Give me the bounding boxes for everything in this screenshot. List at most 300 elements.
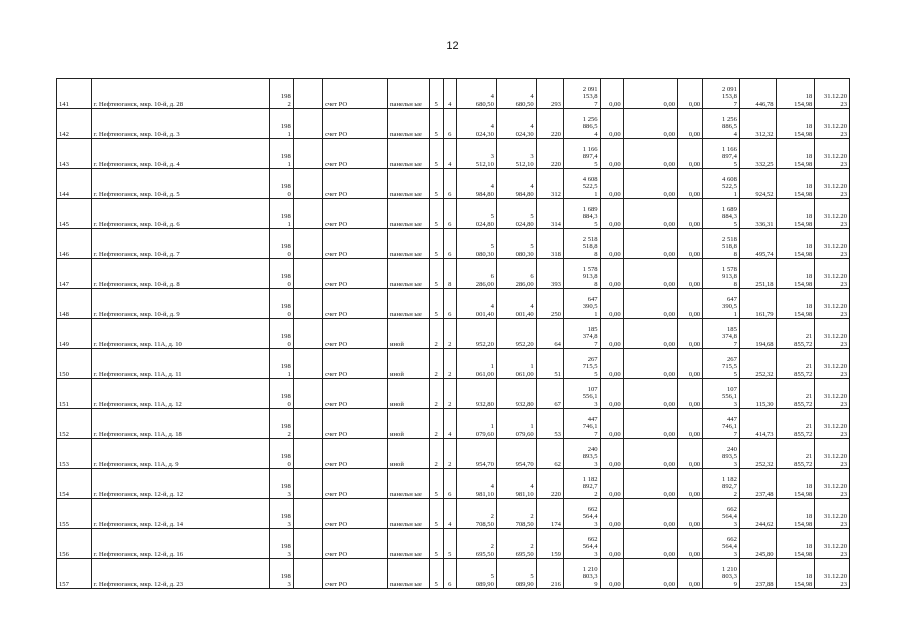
entrances-cell: 6 — [443, 559, 457, 589]
entrances-cell: 6 — [443, 199, 457, 229]
row-number: 142 — [57, 109, 92, 139]
funding-2-cell: 0,00 — [623, 199, 677, 229]
area-living-cell: 4 024,30 — [496, 109, 536, 139]
funding-2-cell: 0,00 — [623, 379, 677, 409]
table-row — [57, 379, 850, 409]
blank-cell — [293, 349, 322, 379]
year-cell: 198 0 — [269, 379, 293, 409]
floors-cell: 2 — [429, 319, 443, 349]
floors-cell: 5 — [429, 499, 443, 529]
funding-4-cell: 2 091 153,8 7 — [703, 79, 740, 109]
material-cell: панельн ые — [388, 559, 430, 589]
area-living-cell: 1 061,00 — [496, 349, 536, 379]
area-total-cell: 4 981,10 — [457, 469, 497, 499]
residents-cell: 393 — [536, 259, 563, 289]
year-cell: 198 2 — [269, 409, 293, 439]
row-number: 152 — [57, 409, 92, 439]
address-cell: г. Нефтеюганск, мкр. 10-й, д. 28 — [91, 79, 269, 109]
unit-cost-cell: 312,32 — [739, 109, 776, 139]
funding-1-cell: 0,00 — [600, 289, 623, 319]
area-living-cell: 954,70 — [496, 439, 536, 469]
address-cell: г. Нефтеюганск, мкр. 12-й, д. 23 — [91, 559, 269, 589]
account-cell: счет РО — [323, 319, 388, 349]
limit-cost-cell: 18 154,98 — [776, 259, 815, 289]
entrances-cell: 2 — [443, 349, 457, 379]
floors-cell: 5 — [429, 289, 443, 319]
deadline-cell: 31.12.20 23 — [815, 169, 850, 199]
table-row — [57, 439, 850, 469]
unit-cost-cell: 252,32 — [739, 349, 776, 379]
residents-cell: 220 — [536, 469, 563, 499]
area-living-cell: 2 708,50 — [496, 499, 536, 529]
floors-cell: 5 — [429, 259, 443, 289]
year-cell: 198 0 — [269, 439, 293, 469]
address-cell: г. Нефтеюганск, мкр. 11А, д. 10 — [91, 319, 269, 349]
table-row — [57, 319, 850, 349]
table-row — [57, 229, 850, 259]
funding-4-cell: 107 556,1 3 — [703, 379, 740, 409]
table-row — [57, 169, 850, 199]
funding-2-cell: 0,00 — [623, 409, 677, 439]
row-number: 147 — [57, 259, 92, 289]
funding-3-cell: 0,00 — [678, 499, 703, 529]
funding-4-cell: 662 564,4 3 — [703, 529, 740, 559]
year-cell: 198 0 — [269, 259, 293, 289]
funding-1-cell: 0,00 — [600, 169, 623, 199]
row-number: 157 — [57, 559, 92, 589]
funding-4-cell: 185 374,8 7 — [703, 319, 740, 349]
row-number: 154 — [57, 469, 92, 499]
blank-cell — [293, 499, 322, 529]
account-cell: счет РО — [323, 469, 388, 499]
unit-cost-cell: 237,48 — [739, 469, 776, 499]
funding-1-cell: 0,00 — [600, 199, 623, 229]
deadline-cell: 31.12.20 23 — [815, 379, 850, 409]
account-cell: счет РО — [323, 529, 388, 559]
address-cell: г. Нефтеюганск, мкр. 11А, д. 12 — [91, 379, 269, 409]
account-cell: счет РО — [323, 289, 388, 319]
cost-total-cell: 107 556,1 3 — [563, 379, 600, 409]
address-cell: г. Нефтеюганск, мкр. 11А, д. 18 — [91, 409, 269, 439]
deadline-cell: 31.12.20 23 — [815, 229, 850, 259]
area-total-cell: 1 061,00 — [457, 349, 497, 379]
account-cell: счет РО — [323, 79, 388, 109]
row-number: 151 — [57, 379, 92, 409]
limit-cost-cell: 18 154,98 — [776, 499, 815, 529]
entrances-cell: 2 — [443, 319, 457, 349]
funding-2-cell: 0,00 — [623, 79, 677, 109]
account-cell: счет РО — [323, 409, 388, 439]
address-cell: г. Нефтеюганск, мкр. 12-й, д. 14 — [91, 499, 269, 529]
floors-cell: 5 — [429, 109, 443, 139]
funding-1-cell: 0,00 — [600, 229, 623, 259]
funding-1-cell: 0,00 — [600, 109, 623, 139]
register-body — [57, 79, 850, 589]
deadline-cell: 31.12.20 23 — [815, 289, 850, 319]
address-cell: г. Нефтеюганск, мкр. 10-й, д. 3 — [91, 109, 269, 139]
limit-cost-cell: 18 154,98 — [776, 289, 815, 319]
funding-3-cell: 0,00 — [678, 109, 703, 139]
material-cell: панельн ые — [388, 229, 430, 259]
account-cell: счет РО — [323, 349, 388, 379]
area-total-cell: 5 089,90 — [457, 559, 497, 589]
year-cell: 198 1 — [269, 139, 293, 169]
funding-3-cell: 0,00 — [678, 349, 703, 379]
unit-cost-cell: 194,68 — [739, 319, 776, 349]
cost-total-cell: 2 518 518,8 8 — [563, 229, 600, 259]
deadline-cell: 31.12.20 23 — [815, 529, 850, 559]
funding-2-cell: 0,00 — [623, 349, 677, 379]
floors-cell: 2 — [429, 409, 443, 439]
funding-1-cell: 0,00 — [600, 469, 623, 499]
blank-cell — [293, 139, 322, 169]
table-row — [57, 349, 850, 379]
unit-cost-cell: 336,31 — [739, 199, 776, 229]
funding-2-cell: 0,00 — [623, 439, 677, 469]
area-living-cell: 4 001,40 — [496, 289, 536, 319]
funding-4-cell: 647 390,5 1 — [703, 289, 740, 319]
residents-cell: 220 — [536, 139, 563, 169]
funding-3-cell: 0,00 — [678, 259, 703, 289]
deadline-cell: 31.12.20 23 — [815, 319, 850, 349]
residents-cell: 67 — [536, 379, 563, 409]
funding-4-cell: 662 564,4 3 — [703, 499, 740, 529]
year-cell: 198 0 — [269, 169, 293, 199]
deadline-cell: 31.12.20 23 — [815, 469, 850, 499]
entrances-cell: 6 — [443, 289, 457, 319]
area-total-cell: 2 708,50 — [457, 499, 497, 529]
deadline-cell: 31.12.20 23 — [815, 79, 850, 109]
entrances-cell: 2 — [443, 439, 457, 469]
limit-cost-cell: 18 154,98 — [776, 559, 815, 589]
area-living-cell: 2 695,50 — [496, 529, 536, 559]
area-total-cell: 932,80 — [457, 379, 497, 409]
unit-cost-cell: 245,80 — [739, 529, 776, 559]
unit-cost-cell: 161,79 — [739, 289, 776, 319]
entrances-cell: 6 — [443, 169, 457, 199]
blank-cell — [293, 259, 322, 289]
funding-1-cell: 0,00 — [600, 319, 623, 349]
area-living-cell: 4 680,50 — [496, 79, 536, 109]
deadline-cell: 31.12.20 23 — [815, 499, 850, 529]
table-row — [57, 199, 850, 229]
entrances-cell: 6 — [443, 109, 457, 139]
limit-cost-cell: 21 855,72 — [776, 319, 815, 349]
address-cell: г. Нефтеюганск, мкр. 11А, д. 11 — [91, 349, 269, 379]
floors-cell: 5 — [429, 559, 443, 589]
funding-3-cell: 0,00 — [678, 289, 703, 319]
material-cell: панельн ые — [388, 199, 430, 229]
residents-cell: 216 — [536, 559, 563, 589]
table-row — [57, 289, 850, 319]
row-number: 149 — [57, 319, 92, 349]
funding-4-cell: 447 746,1 7 — [703, 409, 740, 439]
row-number: 146 — [57, 229, 92, 259]
row-number: 141 — [57, 79, 92, 109]
floors-cell: 5 — [429, 469, 443, 499]
year-cell: 198 0 — [269, 289, 293, 319]
funding-2-cell: 0,00 — [623, 169, 677, 199]
area-total-cell: 952,20 — [457, 319, 497, 349]
blank-cell — [293, 559, 322, 589]
funding-2-cell: 0,00 — [623, 109, 677, 139]
funding-3-cell: 0,00 — [678, 409, 703, 439]
limit-cost-cell: 18 154,98 — [776, 169, 815, 199]
area-living-cell: 952,20 — [496, 319, 536, 349]
floors-cell: 5 — [429, 79, 443, 109]
unit-cost-cell: 252,32 — [739, 439, 776, 469]
address-cell: г. Нефтеюганск, мкр. 10-й, д. 8 — [91, 259, 269, 289]
unit-cost-cell: 237,88 — [739, 559, 776, 589]
address-cell: г. Нефтеюганск, мкр. 12-й, д. 16 — [91, 529, 269, 559]
entrances-cell: 4 — [443, 409, 457, 439]
funding-4-cell: 1 182 892,7 2 — [703, 469, 740, 499]
cost-total-cell: 267 715,5 5 — [563, 349, 600, 379]
limit-cost-cell: 18 154,98 — [776, 229, 815, 259]
limit-cost-cell: 21 855,72 — [776, 409, 815, 439]
cost-total-cell: 662 564,4 3 — [563, 529, 600, 559]
residents-cell: 318 — [536, 229, 563, 259]
blank-cell — [293, 169, 322, 199]
unit-cost-cell: 414,73 — [739, 409, 776, 439]
funding-1-cell: 0,00 — [600, 139, 623, 169]
table-row — [57, 469, 850, 499]
table-row — [57, 259, 850, 289]
residents-cell: 64 — [536, 319, 563, 349]
area-total-cell: 4 001,40 — [457, 289, 497, 319]
account-cell: счет РО — [323, 379, 388, 409]
residents-cell: 220 — [536, 109, 563, 139]
year-cell: 198 3 — [269, 529, 293, 559]
funding-3-cell: 0,00 — [678, 229, 703, 259]
area-total-cell: 5 024,80 — [457, 199, 497, 229]
limit-cost-cell: 21 855,72 — [776, 439, 815, 469]
funding-3-cell: 0,00 — [678, 199, 703, 229]
cost-total-cell: 2 091 153,8 7 — [563, 79, 600, 109]
year-cell: 198 1 — [269, 109, 293, 139]
unit-cost-cell: 244,62 — [739, 499, 776, 529]
area-living-cell: 5 024,80 — [496, 199, 536, 229]
account-cell: счет РО — [323, 139, 388, 169]
address-cell: г. Нефтеюганск, мкр. 10-й, д. 7 — [91, 229, 269, 259]
funding-2-cell: 0,00 — [623, 259, 677, 289]
page-number: 12 — [446, 40, 459, 52]
cost-total-cell: 647 390,5 1 — [563, 289, 600, 319]
deadline-cell: 31.12.20 23 — [815, 409, 850, 439]
unit-cost-cell: 495,74 — [739, 229, 776, 259]
funding-3-cell: 0,00 — [678, 379, 703, 409]
deadline-cell: 31.12.20 23 — [815, 349, 850, 379]
deadline-cell: 31.12.20 23 — [815, 259, 850, 289]
cost-total-cell: 1 182 892,7 2 — [563, 469, 600, 499]
funding-4-cell: 267 715,5 5 — [703, 349, 740, 379]
limit-cost-cell: 21 855,72 — [776, 349, 815, 379]
unit-cost-cell: 115,30 — [739, 379, 776, 409]
account-cell: счет РО — [323, 559, 388, 589]
funding-1-cell: 0,00 — [600, 559, 623, 589]
year-cell: 198 3 — [269, 499, 293, 529]
material-cell: панельн ые — [388, 289, 430, 319]
account-cell: счет РО — [323, 439, 388, 469]
table-row — [57, 499, 850, 529]
area-living-cell: 5 080,30 — [496, 229, 536, 259]
area-total-cell: 3 512,10 — [457, 139, 497, 169]
funding-3-cell: 0,00 — [678, 169, 703, 199]
account-cell: счет РО — [323, 229, 388, 259]
floors-cell: 2 — [429, 379, 443, 409]
cost-total-cell: 1 210 803,3 9 — [563, 559, 600, 589]
account-cell: счет РО — [323, 169, 388, 199]
funding-4-cell: 1 578 913,8 8 — [703, 259, 740, 289]
blank-cell — [293, 469, 322, 499]
area-living-cell: 5 089,90 — [496, 559, 536, 589]
account-cell: счет РО — [323, 109, 388, 139]
residents-cell: 250 — [536, 289, 563, 319]
row-number: 148 — [57, 289, 92, 319]
limit-cost-cell: 18 154,98 — [776, 139, 815, 169]
entrances-cell: 6 — [443, 469, 457, 499]
unit-cost-cell: 332,25 — [739, 139, 776, 169]
cost-total-cell: 4 608 522,5 1 — [563, 169, 600, 199]
residents-cell: 53 — [536, 409, 563, 439]
area-total-cell: 6 286,00 — [457, 259, 497, 289]
funding-4-cell: 2 518 518,8 8 — [703, 229, 740, 259]
limit-cost-cell: 18 154,98 — [776, 469, 815, 499]
table-row — [57, 109, 850, 139]
material-cell: панельн ые — [388, 109, 430, 139]
address-cell: г. Нефтеюганск, мкр. 10-й, д. 4 — [91, 139, 269, 169]
residents-cell: 51 — [536, 349, 563, 379]
material-cell: иной — [388, 379, 430, 409]
residents-cell: 174 — [536, 499, 563, 529]
row-number: 143 — [57, 139, 92, 169]
entrances-cell: 5 — [443, 529, 457, 559]
table-row — [57, 409, 850, 439]
deadline-cell: 31.12.20 23 — [815, 559, 850, 589]
area-living-cell: 932,80 — [496, 379, 536, 409]
material-cell: иной — [388, 349, 430, 379]
funding-4-cell: 1 256 886,5 4 — [703, 109, 740, 139]
funding-2-cell: 0,00 — [623, 469, 677, 499]
area-living-cell: 4 984,80 — [496, 169, 536, 199]
residents-cell: 293 — [536, 79, 563, 109]
funding-3-cell: 0,00 — [678, 139, 703, 169]
row-number: 155 — [57, 499, 92, 529]
deadline-cell: 31.12.20 23 — [815, 199, 850, 229]
year-cell: 198 0 — [269, 319, 293, 349]
cost-total-cell: 447 746,1 7 — [563, 409, 600, 439]
material-cell: панельн ые — [388, 259, 430, 289]
funding-4-cell: 4 608 522,5 1 — [703, 169, 740, 199]
limit-cost-cell: 18 154,98 — [776, 199, 815, 229]
material-cell: панельн ые — [388, 79, 430, 109]
floors-cell: 5 — [429, 229, 443, 259]
area-total-cell: 5 080,30 — [457, 229, 497, 259]
blank-cell — [293, 409, 322, 439]
area-living-cell: 1 079,60 — [496, 409, 536, 439]
deadline-cell: 31.12.20 23 — [815, 439, 850, 469]
funding-3-cell: 0,00 — [678, 79, 703, 109]
address-cell: г. Нефтеюганск, мкр. 11А, д. 9 — [91, 439, 269, 469]
entrances-cell: 4 — [443, 79, 457, 109]
year-cell: 198 3 — [269, 559, 293, 589]
cost-total-cell: 1 166 897,4 5 — [563, 139, 600, 169]
cost-total-cell: 1 256 886,5 4 — [563, 109, 600, 139]
year-cell: 198 0 — [269, 229, 293, 259]
funding-2-cell: 0,00 — [623, 499, 677, 529]
residents-cell: 62 — [536, 439, 563, 469]
residents-cell: 159 — [536, 529, 563, 559]
blank-cell — [293, 289, 322, 319]
funding-3-cell: 0,00 — [678, 559, 703, 589]
entrances-cell: 2 — [443, 379, 457, 409]
funding-2-cell: 0,00 — [623, 529, 677, 559]
housing-register-table — [56, 78, 850, 589]
area-living-cell: 6 286,00 — [496, 259, 536, 289]
funding-3-cell: 0,00 — [678, 469, 703, 499]
limit-cost-cell: 21 855,72 — [776, 379, 815, 409]
account-cell: счет РО — [323, 259, 388, 289]
area-total-cell: 4 680,50 — [457, 79, 497, 109]
entrances-cell: 8 — [443, 259, 457, 289]
limit-cost-cell: 18 154,98 — [776, 529, 815, 559]
table-row — [57, 79, 850, 109]
area-total-cell: 1 079,60 — [457, 409, 497, 439]
year-cell: 198 1 — [269, 199, 293, 229]
table-row — [57, 559, 850, 589]
material-cell: иной — [388, 439, 430, 469]
funding-2-cell: 0,00 — [623, 289, 677, 319]
funding-1-cell: 0,00 — [600, 379, 623, 409]
area-total-cell: 4 984,80 — [457, 169, 497, 199]
account-cell: счет РО — [323, 499, 388, 529]
row-number: 153 — [57, 439, 92, 469]
account-cell: счет РО — [323, 199, 388, 229]
table-row — [57, 139, 850, 169]
blank-cell — [293, 379, 322, 409]
funding-3-cell: 0,00 — [678, 319, 703, 349]
limit-cost-cell: 18 154,98 — [776, 109, 815, 139]
address-cell: г. Нефтеюганск, мкр. 10-й, д. 6 — [91, 199, 269, 229]
floors-cell: 5 — [429, 169, 443, 199]
funding-4-cell: 240 893,5 3 — [703, 439, 740, 469]
floors-cell: 5 — [429, 139, 443, 169]
floors-cell: 5 — [429, 529, 443, 559]
funding-1-cell: 0,00 — [600, 529, 623, 559]
floors-cell: 2 — [429, 349, 443, 379]
cost-total-cell: 240 893,5 3 — [563, 439, 600, 469]
unit-cost-cell: 924,52 — [739, 169, 776, 199]
floors-cell: 2 — [429, 439, 443, 469]
blank-cell — [293, 199, 322, 229]
funding-1-cell: 0,00 — [600, 499, 623, 529]
address-cell: г. Нефтеюганск, мкр. 12-й, д. 12 — [91, 469, 269, 499]
funding-1-cell: 0,00 — [600, 259, 623, 289]
blank-cell — [293, 79, 322, 109]
cost-total-cell: 185 374,8 7 — [563, 319, 600, 349]
blank-cell — [293, 439, 322, 469]
entrances-cell: 4 — [443, 499, 457, 529]
unit-cost-cell: 251,18 — [739, 259, 776, 289]
deadline-cell: 31.12.20 23 — [815, 139, 850, 169]
row-number: 145 — [57, 199, 92, 229]
year-cell: 198 3 — [269, 469, 293, 499]
funding-2-cell: 0,00 — [623, 139, 677, 169]
limit-cost-cell: 18 154,98 — [776, 79, 815, 109]
row-number: 144 — [57, 169, 92, 199]
material-cell: панельн ые — [388, 529, 430, 559]
funding-4-cell: 1 210 803,3 9 — [703, 559, 740, 589]
